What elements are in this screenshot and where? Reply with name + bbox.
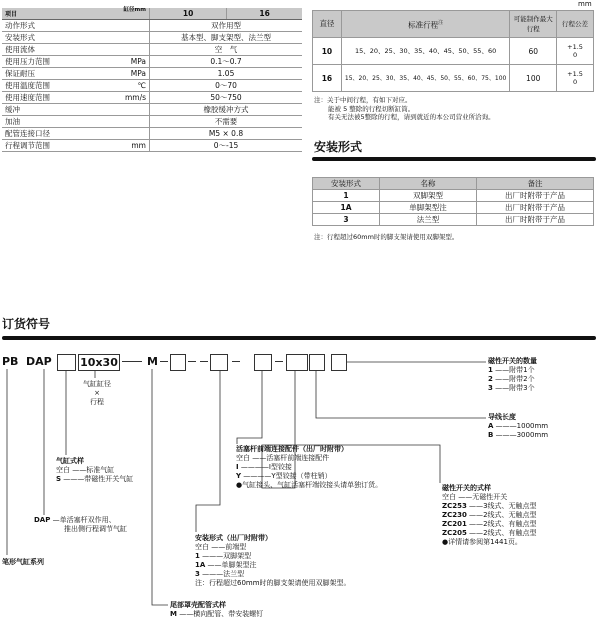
spec-header-10: 10 bbox=[150, 8, 227, 20]
stroke-header-bore: 直径 bbox=[313, 11, 342, 38]
stroke-header-tol: 行程公差 bbox=[557, 11, 594, 38]
switch-count-title: 磁性开关的数量 bbox=[488, 357, 537, 365]
opt-code: 3 bbox=[488, 384, 493, 392]
box-cyl-spec[interactable] bbox=[57, 354, 76, 371]
tail-block: 尾部罩壳配管式样 M ——横向配管、带安装螺钉 bbox=[170, 601, 264, 618]
dash bbox=[188, 361, 196, 362]
dap-desc: 推出侧行程调节气缸 bbox=[64, 525, 127, 533]
spec-label: 使用流体 bbox=[2, 44, 103, 56]
opt-code: ZC253 bbox=[442, 502, 467, 510]
stroke-tol-lower: 0 bbox=[572, 78, 578, 86]
opt-code: 空白 bbox=[195, 543, 209, 551]
opt-desc: 法兰型 bbox=[223, 570, 245, 578]
lead-length-block: 导线长度 A ———1000mm B ———3000mm bbox=[488, 413, 549, 439]
series-label: 笔形气缸系列 bbox=[2, 558, 44, 566]
spec-value: 0～70 bbox=[150, 80, 303, 92]
opt-code: I bbox=[236, 463, 239, 471]
mount-type-title: 安装形式（出厂时附带） bbox=[195, 534, 272, 542]
mount-code: 3 bbox=[313, 214, 380, 226]
opt-desc: I型铰接 bbox=[268, 463, 292, 471]
dash bbox=[122, 361, 142, 362]
spec-label: 加油 bbox=[2, 116, 103, 128]
cyl-spec-block: 气缸式样 空白 ——标准气缸 S ———带磁性开关气缸 bbox=[56, 457, 134, 483]
opt-code: 空白 bbox=[442, 493, 456, 501]
spec-label: 使用压力范围 bbox=[2, 56, 103, 68]
spec-value: 50～750 bbox=[150, 92, 303, 104]
box-mount[interactable] bbox=[210, 354, 228, 371]
mount-remark: 出厂时附带于产品 bbox=[477, 202, 594, 214]
box-lead[interactable] bbox=[309, 354, 325, 371]
mount-name: 双脚架型 bbox=[380, 190, 477, 202]
stroke-std: 15、20、25、30、35、40、45、50、55、60、75、100 bbox=[341, 65, 509, 92]
stroke-bore: 16 bbox=[313, 65, 342, 92]
box-switch-count[interactable] bbox=[331, 354, 347, 371]
spec-label: 动作形式 bbox=[2, 20, 103, 32]
mount-name: 法兰型 bbox=[380, 214, 477, 226]
code-pb: PB bbox=[2, 355, 19, 368]
bore-label: 气缸缸径 bbox=[83, 380, 111, 388]
opt-desc: 双脚架型 bbox=[223, 552, 252, 560]
mount-remark: 出厂时附带于产品 bbox=[477, 190, 594, 202]
opt-desc: 2线式、有触点型 bbox=[483, 520, 537, 528]
order-title: 订货符号 bbox=[2, 317, 51, 331]
opt-code: ZC205 bbox=[442, 529, 467, 537]
spec-value: 基本型、脚支架型、法兰型 bbox=[150, 32, 303, 44]
stroke-note: 能被 5 整除的行程切断缸筒。 bbox=[328, 104, 415, 113]
opt-desc: 1000mm bbox=[516, 422, 549, 430]
lead-title: 导线长度 bbox=[488, 413, 516, 421]
box-switch-type[interactable] bbox=[286, 354, 308, 371]
mount-title: 安装形式 bbox=[314, 140, 363, 154]
stroke-label: 行程 bbox=[90, 398, 104, 406]
mount-name: 单脚架型注 bbox=[380, 202, 477, 214]
opt-code: 空白 bbox=[56, 466, 70, 474]
opt-desc: Y型铰接（带柱销） bbox=[271, 472, 332, 480]
opt-code: 空白 bbox=[236, 454, 250, 462]
opt-desc: 活塞杆前端连接配件 bbox=[266, 454, 330, 462]
spec-unit: mm bbox=[103, 140, 150, 152]
switch-type-block: 磁性开关的式样 空白 ——无磁性开关 ZC253 ——3线式、无触点型 ZC230 ——2线式、无触点型 ZC201 ——2线式、有触点型 ZC205 ——2线式、有触点型 ●详情请参阅第1441页。 bbox=[442, 484, 537, 546]
stroke-tol-upper: +1.5 bbox=[567, 43, 583, 51]
spec-label: 行程调节范围 bbox=[2, 140, 103, 152]
opt-desc: 横向配管、带安装螺钉 bbox=[193, 610, 264, 618]
stroke-std: 15、20、25、30、35、40、45、50、55、60 bbox=[341, 38, 509, 65]
opt-desc: 无磁性开关 bbox=[472, 493, 508, 501]
stroke-header-std-text: 标准行程 bbox=[408, 20, 439, 30]
spec-label: 使用温度范围 bbox=[2, 80, 103, 92]
stroke-header-std-sup: 注 bbox=[438, 19, 444, 26]
opt-code: 3 bbox=[195, 570, 200, 578]
stroke-note: 注：关于中间行程，有如下对应。 bbox=[314, 96, 412, 104]
spec-unit: MPa bbox=[103, 68, 150, 80]
dash bbox=[275, 361, 283, 362]
mount-header-cell: 备注 bbox=[477, 178, 594, 190]
opt-desc: 2线式、无触点型 bbox=[483, 511, 537, 519]
dap-desc: 单活塞杆双作用、 bbox=[59, 516, 116, 524]
opt-code: Y bbox=[236, 472, 242, 480]
dap-code: DAP bbox=[34, 516, 51, 524]
rod-end-block: 活塞杆前端连接配件（出厂时附带） 空白 ——活塞杆前端连接配件 I ————I型铰接 Y ————Y型铰接（带柱销） ●气缸接头、气缸活塞杆端铰接头请单独订货。 bbox=[236, 445, 383, 489]
spec-label: 安装形式 bbox=[2, 32, 103, 44]
opt-desc: 前端型 bbox=[225, 543, 247, 551]
opt-desc: 附带2个 bbox=[509, 375, 535, 383]
stroke-bore: 10 bbox=[313, 38, 342, 65]
mount-type-note: 注：行程超过60mm时的脚支架请使用双脚架型。 bbox=[195, 579, 351, 587]
dash bbox=[200, 361, 208, 362]
stroke-tol-upper: +1.5 bbox=[567, 70, 583, 78]
opt-code: S bbox=[56, 475, 62, 483]
switch-count-block: 磁性开关的数量 1 ——附带1个 2 ——附带2个 3 ——附带3个 bbox=[488, 357, 537, 392]
spec-value: 0.1～0.7 bbox=[150, 56, 303, 68]
opt-code: 1 bbox=[195, 552, 200, 560]
opt-desc: 附带3个 bbox=[509, 384, 535, 392]
opt-desc: 3000mm bbox=[516, 431, 549, 439]
spec-value: M5 × 0.8 bbox=[150, 128, 303, 140]
cyl-spec-title: 气缸式样 bbox=[56, 457, 84, 465]
rod-end-title: 活塞杆前端连接配件（出厂时附带） bbox=[236, 445, 348, 453]
spec-label: 使用速度范围 bbox=[2, 92, 103, 104]
spec-label: 保证耐压 bbox=[2, 68, 103, 80]
opt-desc: 3线式、无触点型 bbox=[483, 502, 537, 510]
spec-header-item: 项目 bbox=[5, 11, 18, 18]
stroke-note: 有关无法被5整除的行程，请到就近的本公司营业所洽询。 bbox=[328, 113, 495, 121]
stroke-max: 60 bbox=[510, 38, 557, 65]
opt-desc: 附带1个 bbox=[509, 366, 535, 374]
opt-code: ZC230 bbox=[442, 511, 467, 519]
spec-value: 不需要 bbox=[150, 116, 303, 128]
mount-code: 1A bbox=[313, 202, 380, 214]
mount-note: 注：行程超过60mm时的脚支架请使用双脚架型。 bbox=[314, 233, 459, 241]
box-size[interactable]: 10x30 bbox=[78, 354, 120, 371]
spec-value: 双作用型 bbox=[150, 20, 303, 32]
opt-code: A bbox=[488, 422, 494, 430]
box-tail[interactable] bbox=[170, 354, 186, 371]
mount-header-cell: 名称 bbox=[380, 178, 477, 190]
switch-type-note: ●详情请参阅第1441页。 bbox=[442, 538, 522, 546]
spec-unit: MPa bbox=[103, 56, 150, 68]
spec-unit: ℃ bbox=[103, 80, 150, 92]
bore-stroke-label bbox=[80, 380, 114, 407]
opt-desc: 标准气缸 bbox=[86, 466, 115, 474]
opt-code: 1 bbox=[488, 366, 493, 374]
spec-header-bore: 缸径mm bbox=[123, 7, 146, 13]
opt-code: B bbox=[488, 431, 494, 439]
spec-unit: mm/s bbox=[103, 92, 150, 104]
opt-code: ZC201 bbox=[442, 520, 467, 528]
code-dap: DAP bbox=[26, 355, 52, 368]
spec-value: 空 气 bbox=[150, 44, 303, 56]
tail-title: 尾部罩壳配管式样 bbox=[170, 601, 226, 609]
dash bbox=[232, 361, 240, 362]
spec-value: 1.05 bbox=[150, 68, 303, 80]
times-label: × bbox=[94, 389, 100, 397]
code-m: M bbox=[147, 355, 158, 368]
mount-remark: 出厂时附带于产品 bbox=[477, 214, 594, 226]
spec-label: 缓冲 bbox=[2, 104, 103, 116]
mount-type-block: 安装形式（出厂时附带） 空白 ——前端型 1 ———双脚架型 1A ——单脚架型注 3 ———法兰型 注：行程超过60mm时的脚支架请使用双脚架型。 bbox=[195, 534, 351, 587]
spec-value: 橡胶缓冲方式 bbox=[150, 104, 303, 116]
opt-desc: 带磁性开关气缸 bbox=[84, 475, 134, 483]
box-rod-end[interactable] bbox=[254, 354, 272, 371]
unit-label: mm bbox=[578, 0, 592, 8]
dap-block: DAP —单活塞杆双作用、 推出侧行程调节气缸 bbox=[34, 516, 127, 533]
stroke-tol-lower: 0 bbox=[572, 51, 578, 59]
spec-value: 0～-15 bbox=[150, 140, 303, 152]
stroke-header-max: 可能制作最大行程 bbox=[510, 11, 557, 38]
mount-header-cell: 安装形式 bbox=[313, 178, 380, 190]
opt-code: M bbox=[170, 610, 177, 618]
opt-desc: 单脚架型注 bbox=[221, 561, 257, 569]
switch-type-title: 磁性开关的式样 bbox=[442, 484, 491, 492]
opt-desc: 2线式、有触点型 bbox=[483, 529, 537, 537]
spec-label: 配管连接口径 bbox=[2, 128, 103, 140]
stroke-max: 100 bbox=[510, 65, 557, 92]
rod-end-note: ●气缸接头、气缸活塞杆端铰接头请单独订货。 bbox=[236, 481, 383, 489]
opt-code: 2 bbox=[488, 375, 493, 383]
spec-header-16: 16 bbox=[227, 8, 302, 20]
dash bbox=[160, 361, 168, 362]
opt-code: 1A bbox=[195, 561, 206, 569]
mount-code: 1 bbox=[313, 190, 380, 202]
